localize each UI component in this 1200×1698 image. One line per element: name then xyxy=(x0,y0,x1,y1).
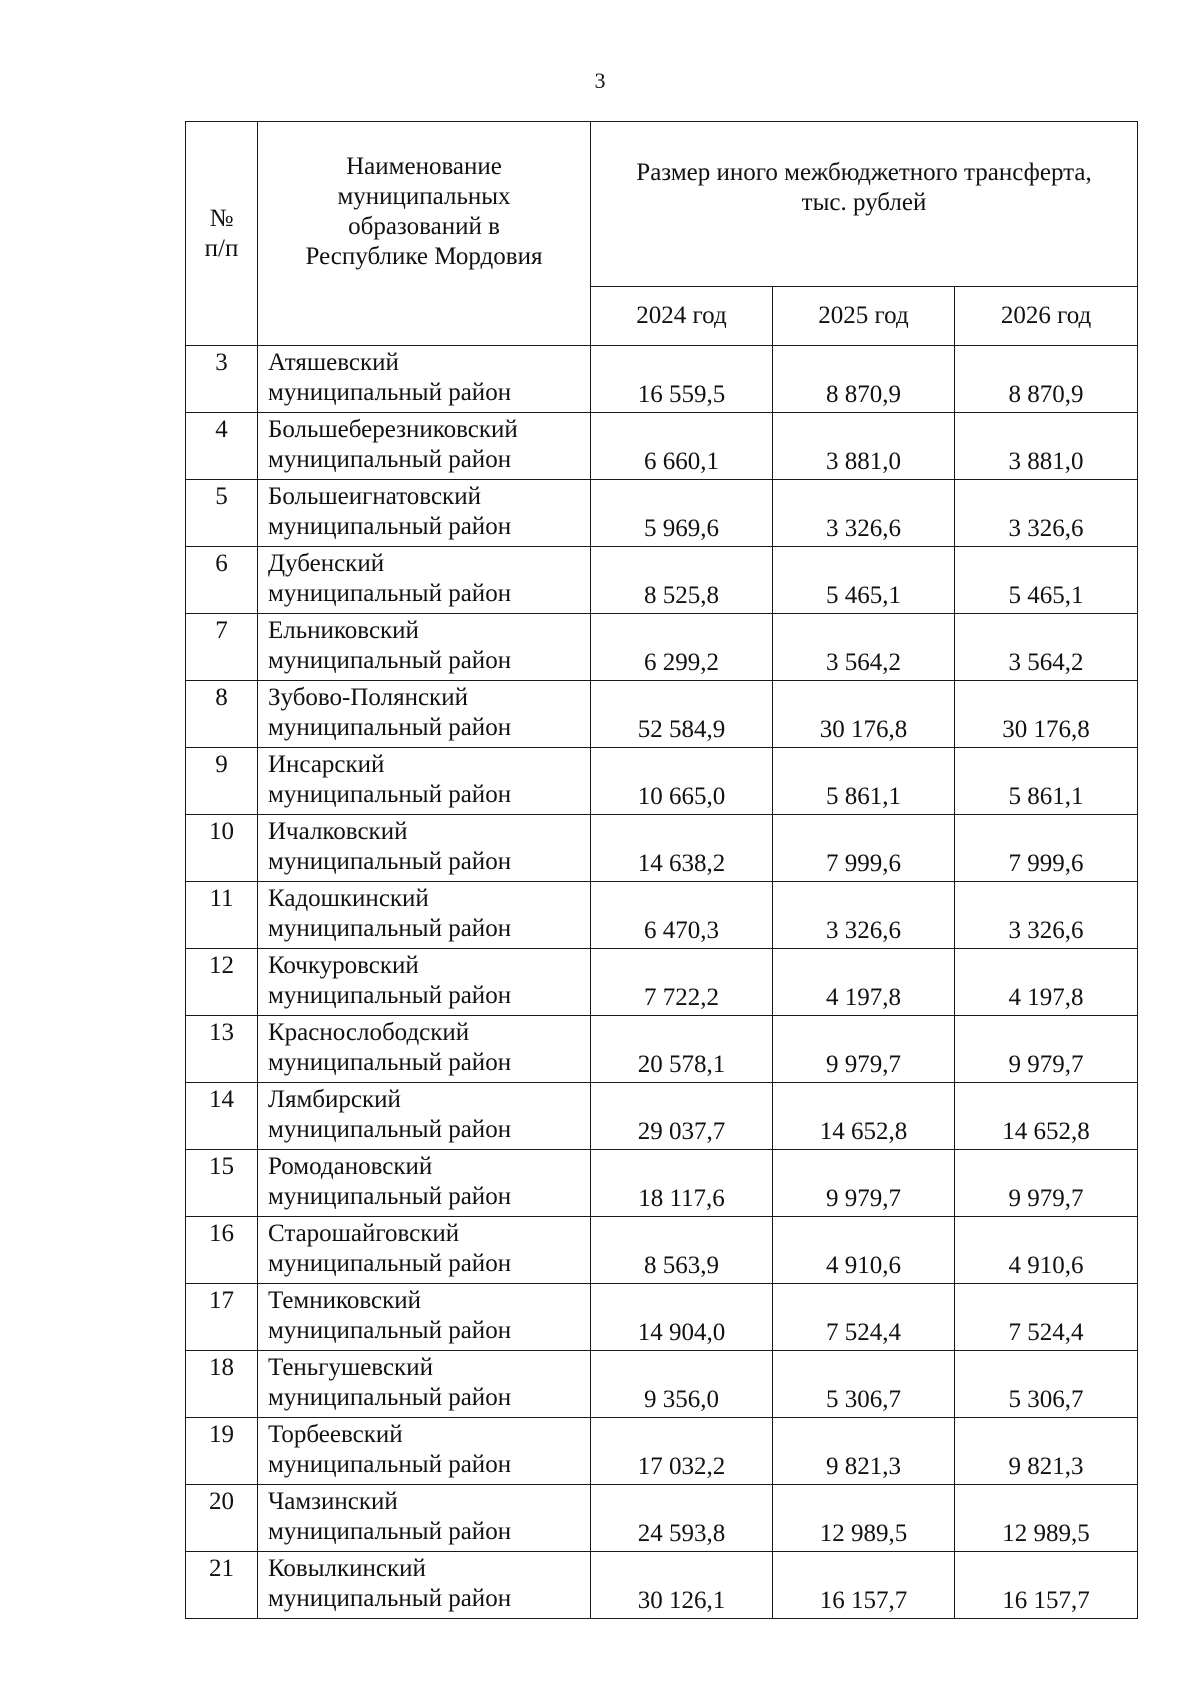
row-municipality-type: муниципальный район xyxy=(268,1116,512,1143)
row-value-2026: 3 326,6 xyxy=(955,480,1138,547)
row-value-2024: 20 578,1 xyxy=(591,1016,773,1083)
row-municipality-type: муниципальный район xyxy=(268,1317,512,1344)
row-municipality-name: Торбеевский xyxy=(268,1421,403,1448)
row-value-2026: 7 999,6 xyxy=(955,815,1138,882)
table-row xyxy=(186,413,1138,480)
row-value-2026: 8 870,9 xyxy=(955,346,1138,413)
row-value-2026: 16 157,7 xyxy=(955,1552,1138,1619)
header-number xyxy=(186,122,258,346)
row-number: 13 xyxy=(186,1016,258,1083)
row-municipality-type: муниципальный район xyxy=(268,781,512,808)
row-municipality xyxy=(258,1217,591,1284)
header-year-2024: 2024 год xyxy=(591,287,773,346)
header-transfer-amount-label: Размер иного межбюджетного трансферта, тыс. рублей xyxy=(636,159,1092,216)
table-row xyxy=(186,815,1138,882)
row-municipality xyxy=(258,480,591,547)
table-row xyxy=(186,1351,1138,1418)
row-value-2026: 5 465,1 xyxy=(955,547,1138,614)
row-number: 15 xyxy=(186,1150,258,1217)
row-number: 20 xyxy=(186,1485,258,1552)
row-municipality-type: муниципальный район xyxy=(268,379,512,406)
row-municipality-name: Ичалковский xyxy=(268,818,408,845)
row-municipality-name: Теньгушевский xyxy=(268,1354,433,1381)
row-municipality-name: Большеигнатовский xyxy=(268,483,481,510)
row-value-2024: 9 356,0 xyxy=(591,1351,773,1418)
row-number: 4 xyxy=(186,413,258,480)
row-municipality-type: муниципальный район xyxy=(268,848,512,875)
table-row xyxy=(186,1485,1138,1552)
row-municipality-name: Дубенский xyxy=(268,550,385,577)
row-municipality-type: муниципальный район xyxy=(268,982,512,1009)
row-municipality-type: муниципальный район xyxy=(268,1585,512,1612)
row-municipality-name: Старошайговский xyxy=(268,1220,460,1247)
row-number: 18 xyxy=(186,1351,258,1418)
row-municipality xyxy=(258,1552,591,1619)
row-value-2025: 12 989,5 xyxy=(773,1485,955,1552)
row-municipality xyxy=(258,614,591,681)
row-value-2026: 12 989,5 xyxy=(955,1485,1138,1552)
row-municipality-name: Инсарский xyxy=(268,751,385,778)
row-municipality-name: Атяшевский xyxy=(268,349,399,376)
table-row xyxy=(186,1217,1138,1284)
row-value-2026: 30 176,8 xyxy=(955,681,1138,748)
row-municipality xyxy=(258,1418,591,1485)
row-value-2025: 16 157,7 xyxy=(773,1552,955,1619)
row-municipality-name: Чамзинский xyxy=(268,1488,398,1515)
row-municipality-type: муниципальный район xyxy=(268,714,512,741)
row-value-2024: 8 563,9 xyxy=(591,1217,773,1284)
row-number: 21 xyxy=(186,1552,258,1619)
row-number: 19 xyxy=(186,1418,258,1485)
header-transfer-amount xyxy=(591,122,1138,287)
row-municipality-name: Темниковский xyxy=(268,1287,422,1314)
row-value-2025: 8 870,9 xyxy=(773,346,955,413)
row-value-2026: 14 652,8 xyxy=(955,1083,1138,1150)
row-value-2024: 52 584,9 xyxy=(591,681,773,748)
row-municipality-type: муниципальный район xyxy=(268,513,512,540)
row-value-2024: 14 638,2 xyxy=(591,815,773,882)
row-value-2025: 5 306,7 xyxy=(773,1351,955,1418)
row-value-2026: 5 306,7 xyxy=(955,1351,1138,1418)
row-municipality xyxy=(258,346,591,413)
row-value-2024: 14 904,0 xyxy=(591,1284,773,1351)
table-row xyxy=(186,547,1138,614)
row-value-2026: 5 861,1 xyxy=(955,748,1138,815)
row-value-2024: 6 299,2 xyxy=(591,614,773,681)
row-municipality-name: Ковылкинский xyxy=(268,1555,426,1582)
table-row xyxy=(186,949,1138,1016)
row-value-2026: 3 326,6 xyxy=(955,882,1138,949)
row-number: 8 xyxy=(186,681,258,748)
table-header xyxy=(186,122,1138,346)
row-municipality-type: муниципальный район xyxy=(268,647,512,674)
table-row xyxy=(186,1016,1138,1083)
row-number: 14 xyxy=(186,1083,258,1150)
row-municipality-name: Ельниковский xyxy=(268,617,419,644)
row-value-2026: 9 979,7 xyxy=(955,1150,1138,1217)
row-number: 10 xyxy=(186,815,258,882)
table-row xyxy=(186,748,1138,815)
row-municipality-type: муниципальный район xyxy=(268,1451,512,1478)
table-row xyxy=(186,882,1138,949)
row-value-2025: 3 881,0 xyxy=(773,413,955,480)
row-number: 16 xyxy=(186,1217,258,1284)
row-municipality xyxy=(258,1485,591,1552)
row-value-2024: 6 660,1 xyxy=(591,413,773,480)
row-value-2026: 9 821,3 xyxy=(955,1418,1138,1485)
header-municipality-label: Наименование муниципальных образований в Республике Мордовия xyxy=(305,153,543,270)
row-number: 5 xyxy=(186,480,258,547)
row-number: 6 xyxy=(186,547,258,614)
table-row xyxy=(186,346,1138,413)
table-row xyxy=(186,1552,1138,1619)
header-number-label: № п/п xyxy=(204,204,239,262)
row-municipality-name: Кочкуровский xyxy=(268,952,419,979)
row-municipality-type: муниципальный район xyxy=(268,1384,512,1411)
row-value-2025: 7 524,4 xyxy=(773,1284,955,1351)
row-municipality-type: муниципальный район xyxy=(268,1183,512,1210)
row-value-2026: 3 564,2 xyxy=(955,614,1138,681)
table-row xyxy=(186,1150,1138,1217)
row-municipality xyxy=(258,949,591,1016)
row-value-2024: 29 037,7 xyxy=(591,1083,773,1150)
row-value-2025: 4 197,8 xyxy=(773,949,955,1016)
row-municipality xyxy=(258,882,591,949)
row-value-2024: 16 559,5 xyxy=(591,346,773,413)
row-municipality-name: Краснослободский xyxy=(268,1019,470,1046)
row-value-2026: 4 910,6 xyxy=(955,1217,1138,1284)
row-municipality-type: муниципальный район xyxy=(268,1518,512,1545)
row-number: 9 xyxy=(186,748,258,815)
row-municipality-type: муниципальный район xyxy=(268,580,512,607)
header-municipality xyxy=(258,122,591,346)
row-value-2025: 3 326,6 xyxy=(773,882,955,949)
row-value-2024: 6 470,3 xyxy=(591,882,773,949)
row-municipality-name: Кадошкинский xyxy=(268,885,429,912)
row-municipality-name: Большеберезниковский xyxy=(268,416,518,443)
row-value-2025: 9 821,3 xyxy=(773,1418,955,1485)
row-municipality xyxy=(258,1351,591,1418)
row-value-2025: 14 652,8 xyxy=(773,1083,955,1150)
row-number: 3 xyxy=(186,346,258,413)
row-value-2025: 3 326,6 xyxy=(773,480,955,547)
row-value-2026: 4 197,8 xyxy=(955,949,1138,1016)
row-number: 11 xyxy=(186,882,258,949)
header-year-2025: 2025 год xyxy=(773,287,955,346)
row-municipality-name: Зубово-Полянский xyxy=(268,684,468,711)
row-value-2024: 18 117,6 xyxy=(591,1150,773,1217)
table-row xyxy=(186,480,1138,547)
row-municipality-type: муниципальный район xyxy=(268,915,512,942)
row-municipality xyxy=(258,815,591,882)
row-value-2026: 3 881,0 xyxy=(955,413,1138,480)
row-municipality-type: муниципальный район xyxy=(268,1250,512,1277)
row-municipality xyxy=(258,547,591,614)
row-value-2025: 7 999,6 xyxy=(773,815,955,882)
row-value-2024: 8 525,8 xyxy=(591,547,773,614)
row-value-2025: 5 465,1 xyxy=(773,547,955,614)
table-row xyxy=(186,1083,1138,1150)
row-value-2024: 24 593,8 xyxy=(591,1485,773,1552)
row-municipality xyxy=(258,1083,591,1150)
table-row xyxy=(186,1284,1138,1351)
row-value-2024: 5 969,6 xyxy=(591,480,773,547)
row-municipality-name: Лямбирский xyxy=(268,1086,401,1113)
row-municipality xyxy=(258,1150,591,1217)
row-number: 7 xyxy=(186,614,258,681)
row-value-2025: 3 564,2 xyxy=(773,614,955,681)
row-value-2025: 30 176,8 xyxy=(773,681,955,748)
row-municipality-type: муниципальный район xyxy=(268,1049,512,1076)
row-municipality xyxy=(258,1284,591,1351)
row-value-2024: 7 722,2 xyxy=(591,949,773,1016)
table-row xyxy=(186,1418,1138,1485)
row-municipality xyxy=(258,413,591,480)
page-number: 3 xyxy=(594,68,606,93)
row-value-2024: 30 126,1 xyxy=(591,1552,773,1619)
row-municipality xyxy=(258,1016,591,1083)
row-municipality xyxy=(258,748,591,815)
row-value-2025: 5 861,1 xyxy=(773,748,955,815)
row-number: 17 xyxy=(186,1284,258,1351)
row-number: 12 xyxy=(186,949,258,1016)
header-year-2026: 2026 год xyxy=(955,287,1138,346)
row-municipality-type: муниципальный район xyxy=(268,446,512,473)
table-row xyxy=(186,681,1138,748)
row-value-2025: 4 910,6 xyxy=(773,1217,955,1284)
row-value-2026: 9 979,7 xyxy=(955,1016,1138,1083)
row-value-2026: 7 524,4 xyxy=(955,1284,1138,1351)
table-body xyxy=(186,346,1138,1619)
row-value-2024: 17 032,2 xyxy=(591,1418,773,1485)
row-value-2025: 9 979,7 xyxy=(773,1150,955,1217)
row-value-2024: 10 665,0 xyxy=(591,748,773,815)
row-value-2025: 9 979,7 xyxy=(773,1016,955,1083)
transfer-table xyxy=(185,121,1138,1619)
row-municipality-name: Ромодановский xyxy=(268,1153,433,1180)
table-row xyxy=(186,614,1138,681)
row-municipality xyxy=(258,681,591,748)
